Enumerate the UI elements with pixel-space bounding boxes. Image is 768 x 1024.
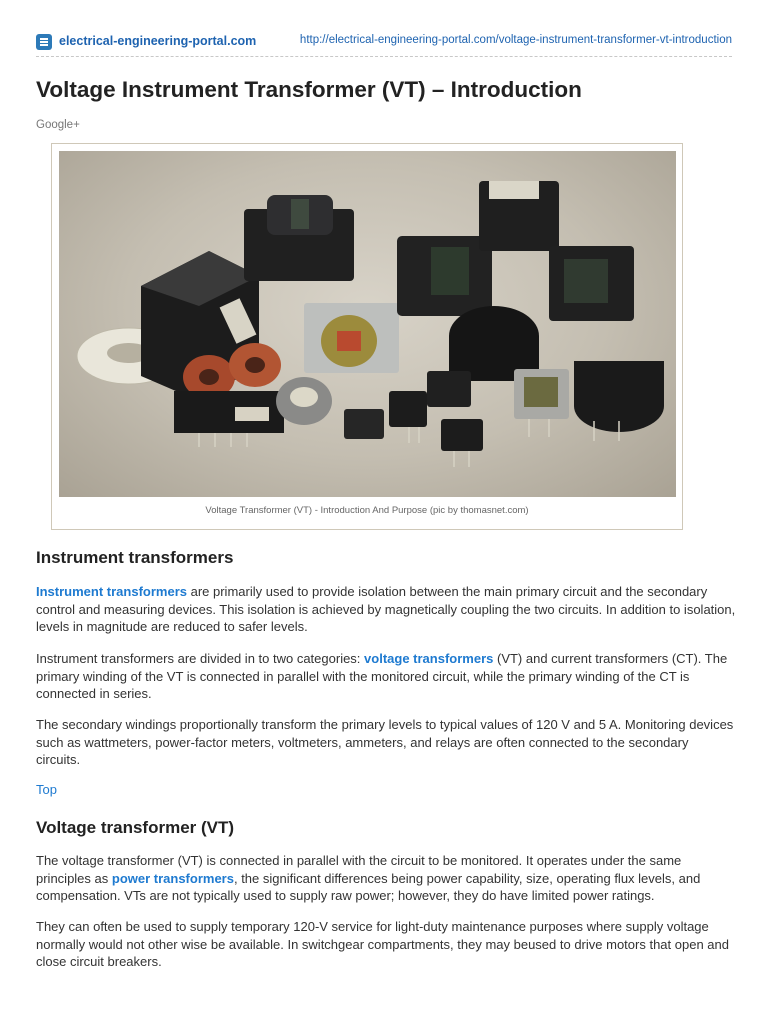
page-title: Voltage Instrument Transformer (VT) – Introduction bbox=[36, 77, 582, 102]
paragraph bbox=[36, 583, 736, 636]
top-link[interactable]: Top bbox=[36, 782, 57, 797]
paragraph: The secondary windings proportionally transform the primary levels to typical values of 120 V and 5 A. Monitoring devices such as wattmeters, power-factor meters, voltmeters, ammeters, and relays are often connected to the secondary circuits. bbox=[36, 717, 734, 768]
site-logo-icon[interactable] bbox=[36, 34, 52, 50]
paragraph-text: The voltage transformer (VT) is connected in parallel with the circuit to be monitored. It operates under the same principles as bbox=[36, 853, 682, 886]
paragraph-text: are primarily used to provide isolation between the main primary circuit and the secondary control and measuring devices. This isolation is achieved by magnetically coupling the two circuits. In addition to isolation, levels in magnitude are reduced to safer levels. bbox=[36, 584, 736, 635]
header-divider bbox=[36, 56, 732, 57]
paragraph bbox=[36, 852, 736, 905]
paragraph-text: , the significant differences being power capability, size, operating flux levels, and compensation. VTs are not typically used to supply raw power; however, they do have limited power ratings. bbox=[36, 870, 701, 904]
google-plus-link[interactable]: Google+ bbox=[36, 119, 80, 131]
page-url-link[interactable]: http://electrical-engineering-portal.com/voltage-instrument-transformer-vt-introduction bbox=[299, 34, 732, 46]
figure-caption: Voltage Transformer (VT) - Introduction And Purpose (pic by thomasnet.com) bbox=[205, 505, 529, 516]
paragraph-text: Instrument transformers are divided in to two categories: bbox=[36, 651, 365, 666]
paragraph-text: (VT) and current transformers (CT). The primary winding of the VT is connected in parallel with the monitored circuit, while the primary winding of the CT is connected in series. bbox=[36, 651, 728, 702]
site-name-link[interactable]: electrical-engineering-portal.com bbox=[59, 34, 257, 48]
power-transformers-link[interactable]: power transformers bbox=[111, 870, 234, 886]
section-heading-instrument-transformers: Instrument transformers bbox=[36, 548, 234, 567]
site-header bbox=[36, 31, 732, 55]
voltage-transformers-link[interactable]: voltage transformers bbox=[364, 651, 494, 666]
transformers-photo bbox=[59, 151, 676, 497]
article-figure bbox=[51, 143, 683, 530]
paragraph: They can often be used to supply temporary 120-V service for light-duty maintenance purposes where supply voltage normally would not other wise be available. In switchgear compartments, they may beused to drive motors that open and close circuit breakers. bbox=[36, 919, 729, 970]
instrument-transformers-link[interactable]: Instrument transformers bbox=[36, 584, 187, 599]
paragraph bbox=[36, 650, 736, 703]
section-heading-voltage-transformer: Voltage transformer (VT) bbox=[36, 818, 235, 837]
